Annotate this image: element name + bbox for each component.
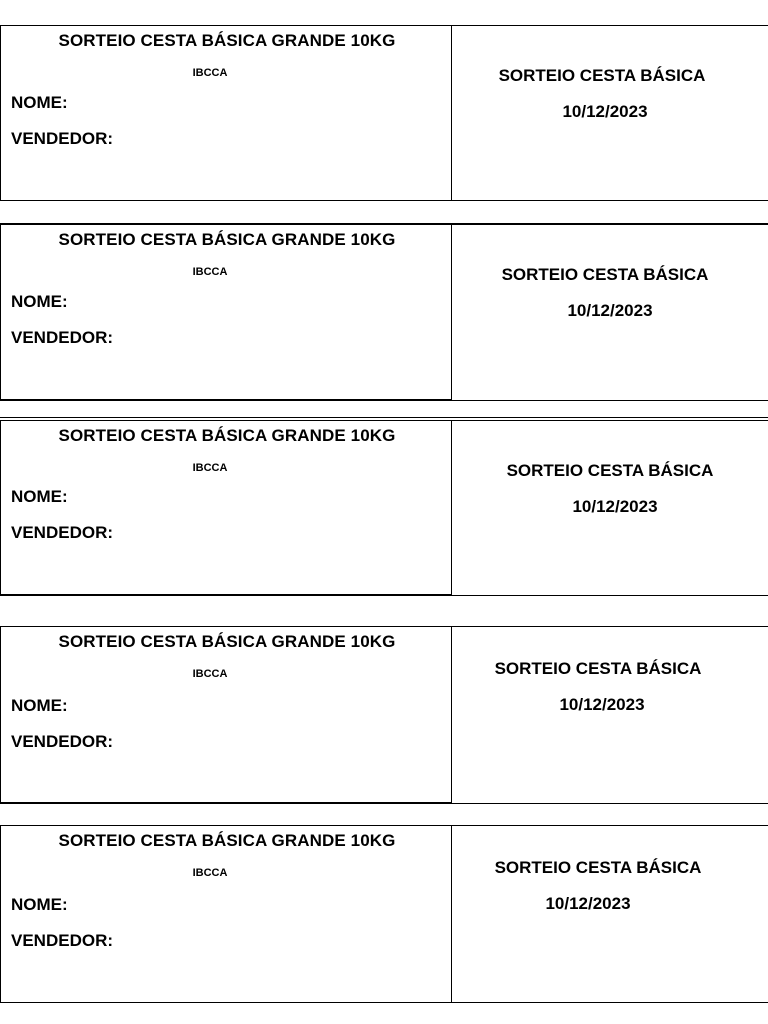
ticket-stub [0, 25, 452, 201]
organization-name: IBCCA [192, 67, 228, 79]
stub-title: SORTEIO CESTA BÁSICA GRANDE 10KG [58, 31, 396, 50]
seller-label: VENDEDOR: [11, 931, 114, 950]
organization-name: IBCCA [192, 668, 228, 680]
ticket-main [452, 626, 768, 804]
draw-date: 10/12/2023 [545, 894, 631, 913]
ticket-title: SORTEIO CESTA BÁSICA [498, 66, 706, 85]
name-label: NOME: [11, 292, 68, 311]
organization-name: IBCCA [192, 867, 228, 879]
organization-name: IBCCA [192, 462, 228, 474]
ticket-title: SORTEIO CESTA BÁSICA [494, 659, 702, 678]
name-label: NOME: [11, 93, 68, 112]
name-label: NOME: [11, 696, 68, 715]
draw-date: 10/12/2023 [559, 695, 645, 714]
stub-title: SORTEIO CESTA BÁSICA GRANDE 10KG [58, 632, 396, 651]
ticket-title: SORTEIO CESTA BÁSICA [501, 265, 709, 284]
seller-label: VENDEDOR: [11, 328, 114, 347]
stub-title: SORTEIO CESTA BÁSICA GRANDE 10KG [58, 230, 396, 249]
ticket-stub [0, 223, 452, 401]
draw-date: 10/12/2023 [572, 497, 658, 516]
ticket-main [452, 825, 768, 1003]
seller-label: VENDEDOR: [11, 732, 114, 751]
ticket-main [452, 420, 768, 596]
raffle-ticket [0, 223, 768, 401]
raffle-ticket [0, 825, 768, 1003]
stub-title: SORTEIO CESTA BÁSICA GRANDE 10KG [58, 426, 396, 445]
ticket-main [452, 223, 768, 401]
raffle-ticket [0, 626, 768, 804]
seller-label: VENDEDOR: [11, 129, 114, 148]
ticket-main [452, 25, 768, 201]
ticket-title: SORTEIO CESTA BÁSICA [506, 461, 714, 480]
ticket-title: SORTEIO CESTA BÁSICA [494, 858, 702, 877]
stub-title: SORTEIO CESTA BÁSICA GRANDE 10KG [58, 831, 396, 850]
name-label: NOME: [11, 895, 68, 914]
name-label: NOME: [11, 487, 68, 506]
ticket-stub [0, 825, 452, 1003]
seller-label: VENDEDOR: [11, 523, 114, 542]
ticket-stub [0, 420, 452, 596]
ticket-stub [0, 626, 452, 804]
organization-name: IBCCA [192, 266, 228, 278]
draw-date: 10/12/2023 [567, 301, 653, 320]
raffle-ticket [0, 420, 768, 596]
draw-date: 10/12/2023 [562, 102, 648, 121]
raffle-ticket [0, 25, 768, 201]
divider-line [0, 417, 768, 418]
